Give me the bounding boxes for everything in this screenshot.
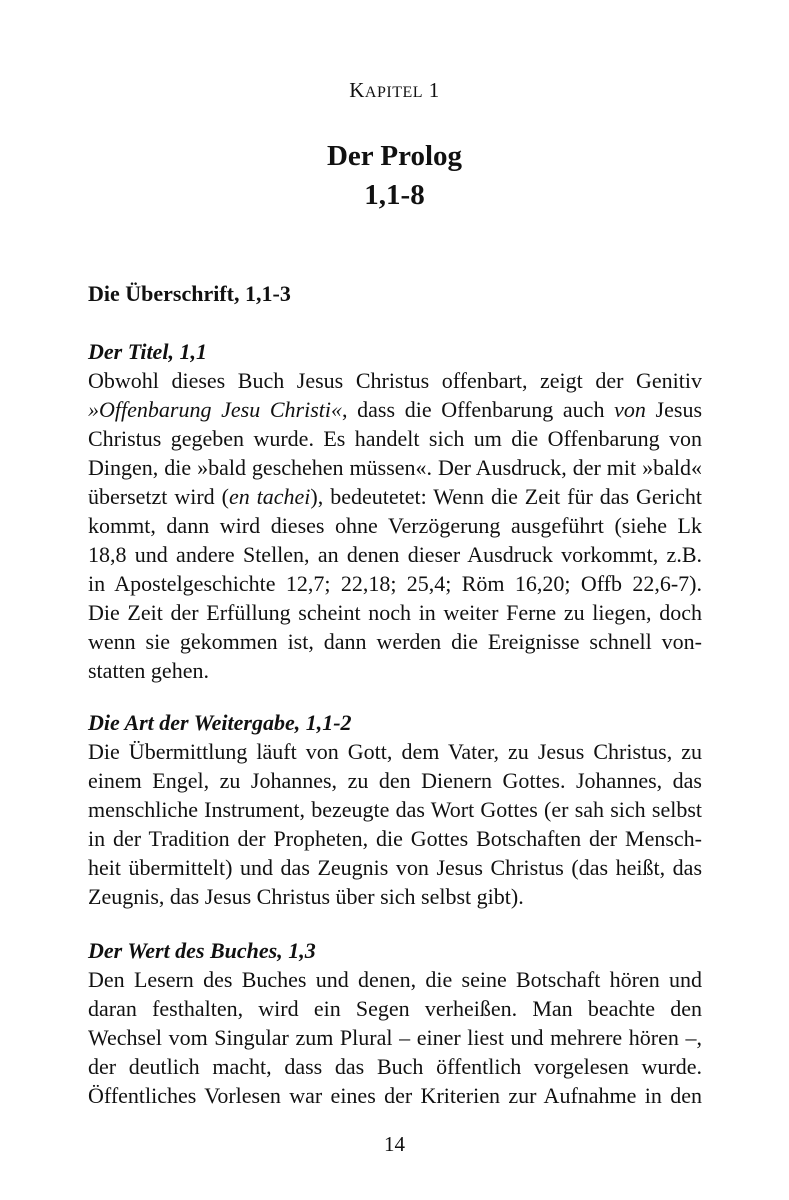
page-number: 14 [384, 1132, 405, 1156]
subsection-heading: Der Titel, 1,1 [88, 339, 207, 364]
text-line: Öffentliches Vorlesen war eines der Kriterien zur Aufnahme in den [88, 1083, 702, 1108]
chapter-label-initial: K [349, 78, 365, 102]
subsection-title [88, 337, 702, 685]
italic-term: »Offenbarung Jesu Christi« [88, 397, 342, 422]
chapter-title [0, 137, 789, 215]
subsection-heading: Die Art der Weitergabe, 1,1-2 [88, 710, 352, 735]
text-line: 18,8 und andere Stellen, an denen dieser Ausdruck vorkommt, z.B. [88, 542, 702, 567]
text-line: Die Übermittlung läuft von Gott, dem Vater, zu Jesus Christus, zu [88, 739, 702, 764]
text-line: menschliche Instrument, bezeugte das Wort Gottes (er sah sich selbst [88, 797, 702, 822]
text-line: »Offenbarung Jesu Christi«, dass die Offenbarung auch von Jesus [88, 397, 703, 422]
text-line: Zeugnis, das Jesus Christus über sich selbst gibt). [88, 884, 524, 909]
text-line: einem Engel, zu Johannes, zu den Dienern Gottes. Johannes, das [88, 768, 702, 793]
text-line: wenn sie gekommen ist, dann werden die Ereignisse schnell von- [88, 629, 702, 654]
text-line: statten gehen. [88, 658, 209, 683]
paragraph [88, 737, 702, 911]
text-line: Die Zeit der Erfüllung scheint noch in weiter Ferne zu liegen, doch [88, 600, 702, 625]
paragraph [88, 366, 702, 685]
text-line: Dingen, die »bald geschehen müssen«. Der Ausdruck, der mit »bald« [88, 455, 702, 480]
text-line: übersetzt wird (en tachei), bedeutetet: Wenn die Zeit für das Gericht [88, 484, 702, 509]
chapter-number: 1 [428, 78, 440, 102]
paragraph [88, 965, 702, 1110]
text-line: daran festhalten, wird ein Segen verheißen. Man beachte den [88, 996, 702, 1021]
chapter-label-smallcaps: APITEL [364, 84, 424, 101]
text-line: Obwohl dieses Buch Jesus Christus offenbart, zeigt der Genitiv [88, 368, 702, 393]
subsection-value [88, 936, 702, 1110]
chapter-title-text: Der Prolog [326, 140, 463, 172]
italic-term: von [614, 397, 646, 422]
text-line: Christus gegeben wurde. Es handelt sich um die Offenbarung von [88, 426, 702, 451]
section-heading: Die Überschrift, 1,1-3 [88, 281, 291, 306]
text-line: der deutlich macht, dass das Buch öffentlich vorgelesen wurde. [88, 1054, 702, 1079]
chapter-title-range: 1,1-8 [364, 179, 425, 211]
text-line: Wechsel vom Singular zum Plural – einer liest und mehrere hören –, [88, 1025, 702, 1050]
text-line: Den Lesern des Buches und denen, die seine Botschaft hören und [88, 967, 702, 992]
text-line: in Apostelgeschichte 12,7; 22,18; 25,4; Röm 16,20; Offb 22,6-7). [88, 571, 702, 596]
italic-term: en tachei [228, 484, 311, 509]
text-line: heit übermittelt) und das Zeugnis von Jesus Christus (das heißt, das [88, 855, 702, 880]
text-line: in der Tradition der Propheten, die Gottes Botschaften der Mensch- [88, 826, 702, 851]
chapter-label [0, 78, 789, 103]
text-line: kommt, dann wird dieses ohne Verzögerung ausgeführt (siehe Lk [88, 513, 702, 538]
subsection-transmission [88, 708, 702, 911]
subsection-heading: Der Wert des Buches, 1,3 [88, 938, 316, 963]
